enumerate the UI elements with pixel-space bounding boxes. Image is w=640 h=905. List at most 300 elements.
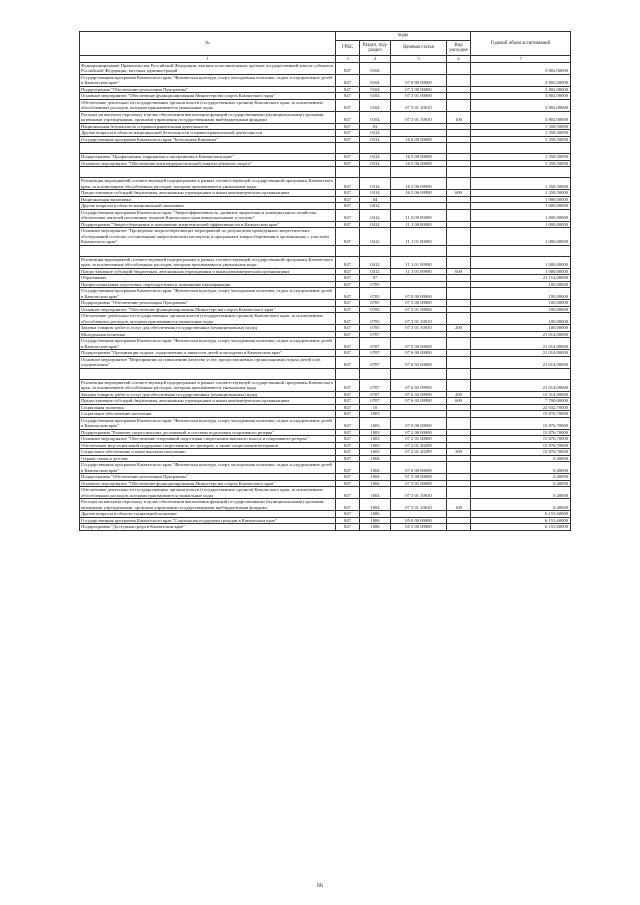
row-grbs-code: 847 bbox=[336, 306, 360, 313]
row-grbs-code: 847 bbox=[336, 474, 360, 481]
row-grbs-code: 847 bbox=[336, 379, 360, 391]
row-annual-sum: 15 876,70000 bbox=[471, 442, 571, 449]
row-section-code: 1004 bbox=[360, 474, 391, 481]
row-annual-sum bbox=[471, 368, 571, 379]
row-name: Социальное обеспечение и иные выплаты населению bbox=[80, 449, 336, 456]
row-annual-sum: 3 802,00000 bbox=[471, 62, 571, 74]
header-annual-sum: Годовой объем ассигнований bbox=[471, 32, 571, 56]
row-name: Обеспечение мер социальной поддержки спортсменов, их тренеров, а также спортсменов-ветеранов bbox=[80, 442, 336, 449]
row-section-code: 0104 bbox=[360, 74, 391, 86]
row-grbs-code: 847 bbox=[336, 288, 360, 300]
table-row bbox=[80, 462, 571, 474]
row-expense-type bbox=[447, 99, 471, 111]
row-target-article: 11 1 00 00000 bbox=[391, 221, 447, 228]
row-annual-sum: 6 155,60000 bbox=[471, 524, 571, 531]
row-name: Подпрограмма "Доступная среда в Камчатском крае" bbox=[80, 524, 336, 531]
table-row bbox=[80, 417, 571, 429]
row-expense-type bbox=[447, 356, 471, 368]
row-section-code: 0707 bbox=[360, 398, 391, 405]
row-grbs-code: 847 bbox=[336, 190, 360, 197]
row-section-code: 0705 bbox=[360, 325, 391, 332]
table-row bbox=[80, 356, 571, 368]
row-section-code: 0707 bbox=[360, 391, 391, 398]
row-name: Другие вопросы в области национальной безопасности и правоохранительной деятельности bbox=[80, 130, 336, 137]
row-target-article: 16 5 06 09990 bbox=[391, 178, 447, 190]
row-annual-sum: 15 876,70000 bbox=[471, 429, 571, 436]
row-expense-type: 100 bbox=[447, 499, 471, 511]
row-annual-sum: 7 700,00000 bbox=[471, 398, 571, 405]
row-target-article bbox=[391, 167, 447, 178]
row-grbs-code: 847 bbox=[336, 499, 360, 511]
row-grbs-code: 847 bbox=[336, 350, 360, 357]
row-name: Государственная программа Камчатского края "Социальная поддержка граждан в Камчатском крае" bbox=[80, 517, 336, 524]
row-section-code: 0707 bbox=[360, 338, 391, 350]
row-name: Основное мероприятие "Обеспечение антитеррористической защиты объектов спорта" bbox=[80, 160, 336, 167]
row-grbs-code: 847 bbox=[336, 313, 360, 325]
row-section-code: 0412 bbox=[360, 228, 391, 246]
row-grbs-code: 847 bbox=[336, 268, 360, 275]
row-annual-sum: 0,40000 bbox=[471, 499, 571, 511]
row-name: Предоставление субсидий бюджетным, автономным учреждениям и иным некоммерческим организациям bbox=[80, 190, 336, 197]
table-row bbox=[80, 143, 571, 154]
row-expense-type bbox=[447, 313, 471, 325]
row-annual-sum: 0,40000 bbox=[471, 480, 571, 487]
table-row bbox=[80, 487, 571, 499]
row-section-code: 10 bbox=[360, 404, 391, 411]
row-name bbox=[80, 245, 336, 256]
row-annual-sum: 15 876,70000 bbox=[471, 436, 571, 443]
row-annual-sum: 3 802,00000 bbox=[471, 99, 571, 111]
row-name: Расходы на выплаты персоналу в целях обеспечения выполнения функций государственными (муниципальными) органами, казенными учреждениями, органами управления государственными внебюджетными фондами bbox=[80, 499, 336, 511]
row-target-article: 07 3 01 10010 bbox=[391, 99, 447, 111]
table-row bbox=[80, 368, 571, 379]
row-name: Национальная экономика bbox=[80, 196, 336, 203]
row-annual-sum: 6 155,60000 bbox=[471, 511, 571, 518]
row-name: Охрана семьи и детства bbox=[80, 455, 336, 462]
row-grbs-code: 847 bbox=[336, 517, 360, 524]
table-row bbox=[80, 245, 571, 256]
row-name: Обеспечение деятельности государственных органов власти (государственных органов) Камчатского края, за исключением обособленных расходов, которым присваиваются уникальные коды bbox=[80, 313, 336, 325]
table-row bbox=[80, 74, 571, 86]
row-grbs-code: 847 bbox=[336, 160, 360, 167]
row-grbs-code bbox=[336, 167, 360, 178]
row-section-code: 0705 bbox=[360, 306, 391, 313]
row-name bbox=[80, 143, 336, 154]
row-name: Подпрограмма "Энергосбережение и повышение энергетической эффективности в Камчатском крае" bbox=[80, 221, 336, 228]
row-name: Предоставление субсидий бюджетным, автономным учреждениям и иным некоммерческим организациям bbox=[80, 268, 336, 275]
row-grbs-code: 847 bbox=[336, 203, 360, 210]
row-name: Подпрограмма "Обеспечение реализации Программы" bbox=[80, 300, 336, 307]
row-annual-sum bbox=[471, 245, 571, 256]
row-grbs-code: 847 bbox=[336, 391, 360, 398]
row-section-code: 1003 bbox=[360, 436, 391, 443]
row-section-code: 0314 bbox=[360, 154, 391, 161]
row-name: Реализация мероприятий соответствующей подпрограммы в рамках соответствующей государственной программы Камчатского края, за исключением обособленных расходов, которым присваиваются уникальные коды bbox=[80, 178, 336, 190]
row-grbs-code bbox=[336, 245, 360, 256]
row-grbs-code bbox=[336, 143, 360, 154]
row-grbs-code: 847 bbox=[336, 74, 360, 86]
row-grbs-code: 847 bbox=[336, 221, 360, 228]
row-grbs-code: 847 bbox=[336, 404, 360, 411]
row-target-article: 07 6 02 09990 bbox=[391, 398, 447, 405]
row-grbs-code: 847 bbox=[336, 130, 360, 137]
row-section-code: 07 bbox=[360, 275, 391, 282]
row-expense-type: 600 bbox=[447, 268, 471, 275]
row-section-code: 0707 bbox=[360, 331, 391, 338]
row-grbs-code: 847 bbox=[336, 111, 360, 123]
row-grbs-code: 847 bbox=[336, 93, 360, 100]
row-annual-sum: 21 014,00000 bbox=[471, 379, 571, 391]
row-expense-type bbox=[447, 524, 471, 531]
row-section-code: 1004 bbox=[360, 462, 391, 474]
row-section-code: 0104 bbox=[360, 111, 391, 123]
row-grbs-code: 847 bbox=[336, 275, 360, 282]
row-expense-type bbox=[447, 379, 471, 391]
row-annual-sum: 6 155,60000 bbox=[471, 517, 571, 524]
row-target-article: 07 0 00 00000 bbox=[391, 288, 447, 300]
row-target-article: 11 1 01 09990 bbox=[391, 256, 447, 268]
row-name: Функционирование Правительства Российской Федерации, высших исполнительных органов государственной власти субъектов Российской Федерации, местных администраций bbox=[80, 62, 336, 74]
row-expense-type bbox=[447, 74, 471, 86]
row-target-article: 07 0 00 00000 bbox=[391, 462, 447, 474]
row-target-article: 07 2 01 20290 bbox=[391, 442, 447, 449]
row-section-code: 1006 bbox=[360, 511, 391, 518]
row-grbs-code: 847 bbox=[336, 524, 360, 531]
row-section-code: 0705 bbox=[360, 300, 391, 307]
table-row bbox=[80, 313, 571, 325]
row-annual-sum: 3 802,00000 bbox=[471, 74, 571, 86]
row-name: Государственная программа Камчатского края "Безопасная Камчатка" bbox=[80, 136, 336, 143]
table-row bbox=[80, 62, 571, 74]
row-annual-sum: 15 876,70000 bbox=[471, 417, 571, 429]
row-grbs-code: 847 bbox=[336, 154, 360, 161]
row-section-code bbox=[360, 167, 391, 178]
row-name: Социальная политика bbox=[80, 404, 336, 411]
row-expense-type: 100 bbox=[447, 111, 471, 123]
row-annual-sum: 3 802,00000 bbox=[471, 93, 571, 100]
row-section-code: 0412 bbox=[360, 268, 391, 275]
row-section-code: 0314 bbox=[360, 190, 391, 197]
row-target-article: 07 0 00 00000 bbox=[391, 417, 447, 429]
row-name: Основное мероприятие "Обеспечение функционирования Министерства спорта Камчатского края" bbox=[80, 306, 336, 313]
column-number: 7 bbox=[471, 56, 571, 63]
row-grbs-code: 847 bbox=[336, 398, 360, 405]
row-section-code: 0412 bbox=[360, 256, 391, 268]
row-annual-sum: 1 358,50000 bbox=[471, 154, 571, 161]
row-annual-sum: 0,40000 bbox=[471, 474, 571, 481]
row-annual-sum: 3 802,00000 bbox=[471, 111, 571, 123]
row-target-article: 07 3 01 10010 bbox=[391, 487, 447, 499]
row-name: Закупка товаров, работ и услуг для обеспечения государственных (муниципальных) нужд bbox=[80, 391, 336, 398]
row-grbs-code: 847 bbox=[336, 136, 360, 143]
row-name: Основное мероприятие "Обеспечение функционирования Министерства спорта Камчатского края" bbox=[80, 480, 336, 487]
row-name: Социальное обеспечение населения bbox=[80, 411, 336, 418]
column-number: 5 bbox=[391, 56, 447, 63]
row-grbs-code: 847 bbox=[336, 300, 360, 307]
row-name bbox=[80, 368, 336, 379]
row-grbs-code: 847 bbox=[336, 411, 360, 418]
row-target-article: 07 2 01 20290 bbox=[391, 449, 447, 456]
row-section-code: 0104 bbox=[360, 99, 391, 111]
row-expense-type: 300 bbox=[447, 449, 471, 456]
table-row bbox=[80, 228, 571, 246]
column-number: 3 bbox=[336, 56, 360, 63]
row-name: Предоставление субсидий бюджетным, автономным учреждениям и иным некоммерческим организациям bbox=[80, 398, 336, 405]
row-grbs-code: 847 bbox=[336, 178, 360, 190]
table-row bbox=[80, 111, 571, 123]
row-annual-sum: 3 802,00000 bbox=[471, 86, 571, 93]
row-target-article: 07 6 02 09990 bbox=[391, 391, 447, 398]
row-expense-type bbox=[447, 143, 471, 154]
row-annual-sum: 1 000,00000 bbox=[471, 268, 571, 275]
row-expense-type bbox=[447, 256, 471, 268]
row-target-article: 07 0 00 00000 bbox=[391, 74, 447, 86]
header-expense-type: Вид расходов bbox=[447, 41, 471, 56]
row-section-code: 0707 bbox=[360, 379, 391, 391]
row-name: Расходы на выплаты персоналу в целях обеспечения выполнения функций государственными (муниципальными) органами, казенными учреждениями, органами управления государственными внебюджетными фондами bbox=[80, 111, 336, 123]
row-annual-sum: 21 014,00000 bbox=[471, 331, 571, 338]
row-target-article: 07 6 02 09990 bbox=[391, 379, 447, 391]
row-name: Основное мероприятие "Обеспечение функционирования Министерства спорта Камчатского края" bbox=[80, 93, 336, 100]
row-grbs-code: 847 bbox=[336, 338, 360, 350]
row-section-code: 04 bbox=[360, 196, 391, 203]
header-grbs: ГРБС bbox=[336, 41, 360, 56]
row-expense-type bbox=[447, 245, 471, 256]
row-target-article: 11 1 01 09990 bbox=[391, 268, 447, 275]
row-section-code: 0314 bbox=[360, 136, 391, 143]
row-annual-sum: 22 032,70000 bbox=[471, 404, 571, 411]
header-target-article: Целевая статья bbox=[391, 41, 447, 56]
row-name: Другие вопросы в области национальной экономики bbox=[80, 203, 336, 210]
row-annual-sum: 1 000,00000 bbox=[471, 203, 571, 210]
row-expense-type bbox=[447, 228, 471, 246]
row-name: Подпрограмма "Развитие спорта высших достижений и системы подготовки спортивного резерва" bbox=[80, 429, 336, 436]
row-expense-type bbox=[447, 167, 471, 178]
row-target-article: 07 6 00 00000 bbox=[391, 350, 447, 357]
row-name: Подпрограмма "Обеспечение реализации Программы" bbox=[80, 86, 336, 93]
row-grbs-code: 847 bbox=[336, 325, 360, 332]
row-annual-sum: 1 358,50000 bbox=[471, 178, 571, 190]
row-expense-type bbox=[447, 338, 471, 350]
row-target-article: 07 3 00 00000 bbox=[391, 300, 447, 307]
row-grbs-code: 847 bbox=[336, 436, 360, 443]
row-name: Государственная программа Камчатского края "Физическая культура, спорт, молодежная политика, отдых и оздоровление детей в Камчатском крае" bbox=[80, 74, 336, 86]
row-name: Национальная безопасность и правоохранительная деятельность bbox=[80, 123, 336, 130]
row-annual-sum: 1 000,00000 bbox=[471, 256, 571, 268]
row-section-code: 1004 bbox=[360, 480, 391, 487]
row-grbs-code: 847 bbox=[336, 256, 360, 268]
row-name: Государственная программа Камчатского края "Физическая культура, спорт, молодежная политика, отдых и оздоровление детей в Камчатском крае" bbox=[80, 462, 336, 474]
row-section-code: 0314 bbox=[360, 130, 391, 137]
row-target-article: 11 0 00 00000 bbox=[391, 209, 447, 221]
row-grbs-code: 847 bbox=[336, 228, 360, 246]
row-grbs-code bbox=[336, 368, 360, 379]
row-name: Реализация мероприятий соответствующей подпрограммы в рамках соответствующей государственной программы Камчатского края, за исключением обособленных расходов, которым присваиваются уникальные коды bbox=[80, 256, 336, 268]
row-section-code: 0314 bbox=[360, 178, 391, 190]
row-target-article: 16 0 00 00000 bbox=[391, 136, 447, 143]
row-section-code: 1003 bbox=[360, 411, 391, 418]
row-grbs-code: 847 bbox=[336, 86, 360, 93]
row-grbs-code: 847 bbox=[336, 281, 360, 288]
table-row bbox=[80, 256, 571, 268]
row-expense-type bbox=[447, 368, 471, 379]
row-name: Реализация мероприятий соответствующей подпрограммы в рамках соответствующей государственной программы Камчатского края, за исключением обособленных расходов, которым присваиваются уникальные коды bbox=[80, 379, 336, 391]
row-target-article: 07 6 02 00000 bbox=[391, 356, 447, 368]
row-expense-type bbox=[447, 178, 471, 190]
row-annual-sum: 100,00000 bbox=[471, 306, 571, 313]
row-grbs-code: 847 bbox=[336, 196, 360, 203]
budget-table bbox=[79, 31, 571, 531]
row-section-code: 0104 bbox=[360, 86, 391, 93]
row-grbs-code: 847 bbox=[336, 487, 360, 499]
row-annual-sum: 1 000,00000 bbox=[471, 196, 571, 203]
header-codes: коды bbox=[336, 32, 471, 41]
row-section-code: 0705 bbox=[360, 288, 391, 300]
row-name: Профессиональная подготовка, переподготовка и повышение квалификации bbox=[80, 281, 336, 288]
row-name: Закупка товаров, работ и услуг для обеспечения государственных (муниципальных) нужд bbox=[80, 325, 336, 332]
row-annual-sum: 21 014,00000 bbox=[471, 356, 571, 368]
row-annual-sum: 100,00000 bbox=[471, 288, 571, 300]
row-target-article: 05 3 00 00000 bbox=[391, 524, 447, 531]
row-target-article: 07 3 01 10010 bbox=[391, 313, 447, 325]
row-section-code: 1003 bbox=[360, 449, 391, 456]
row-annual-sum: 1 358,50000 bbox=[471, 123, 571, 130]
row-section-code bbox=[360, 368, 391, 379]
column-number: 1 bbox=[80, 56, 336, 63]
row-section-code: 0707 bbox=[360, 350, 391, 357]
row-annual-sum: 0,40000 bbox=[471, 455, 571, 462]
row-target-article: 16 5 06 00000 bbox=[391, 160, 447, 167]
row-section-code: 1003 bbox=[360, 417, 391, 429]
row-grbs-code: 847 bbox=[336, 123, 360, 130]
row-grbs-code: 847 bbox=[336, 455, 360, 462]
table-row bbox=[80, 338, 571, 350]
row-name: Государственная программа Камчатского края "Энергоэффективность, развитие энергетики и коммунального хозяйства, обеспечение жителей населенных пунктов Камчатского края коммунальными услугами" bbox=[80, 209, 336, 221]
row-grbs-code: 847 bbox=[336, 449, 360, 456]
row-section-code: 1006 bbox=[360, 517, 391, 524]
row-target-article bbox=[391, 62, 447, 74]
row-annual-sum: 100,00000 bbox=[471, 325, 571, 332]
row-section-code: 0314 bbox=[360, 160, 391, 167]
row-section-code: 0705 bbox=[360, 281, 391, 288]
row-target-article: 16 5 06 09990 bbox=[391, 190, 447, 197]
row-annual-sum: 100,00000 bbox=[471, 313, 571, 325]
row-name bbox=[80, 167, 336, 178]
row-target-article: 07 3 01 00000 bbox=[391, 306, 447, 313]
row-section-code: 0412 bbox=[360, 221, 391, 228]
row-annual-sum: 1 000,00000 bbox=[471, 221, 571, 228]
table-row bbox=[80, 524, 571, 531]
row-grbs-code: 847 bbox=[336, 62, 360, 74]
row-annual-sum: 1 358,50000 bbox=[471, 160, 571, 167]
row-expense-type bbox=[447, 62, 471, 74]
row-target-article bbox=[391, 245, 447, 256]
row-name: Подпрограмма "Обеспечение реализации Программы" bbox=[80, 474, 336, 481]
row-name: Подпрограмма "Профилактика терроризма и экстремизма в Камчатском крае" bbox=[80, 154, 336, 161]
table-row bbox=[80, 288, 571, 300]
row-section-code: 1006 bbox=[360, 524, 391, 531]
row-section-code: 0705 bbox=[360, 313, 391, 325]
row-expense-type bbox=[447, 288, 471, 300]
table-row bbox=[80, 178, 571, 190]
table-row bbox=[80, 499, 571, 511]
row-expense-type bbox=[447, 209, 471, 221]
row-section-code: 0412 bbox=[360, 203, 391, 210]
row-name: Государственная программа Камчатского края "Физическая культура, спорт, молодежная политика, отдых и оздоровление детей в Камчатском крае" bbox=[80, 288, 336, 300]
row-annual-sum: 15 876,70000 bbox=[471, 411, 571, 418]
row-grbs-code: 847 bbox=[336, 331, 360, 338]
column-number: 4 bbox=[360, 56, 391, 63]
row-section-code: 1003 bbox=[360, 442, 391, 449]
row-target-article: 07 3 00 00000 bbox=[391, 86, 447, 93]
row-annual-sum: 13 314,00000 bbox=[471, 391, 571, 398]
row-name: Основное мероприятие "Мероприятия по повышению качества услуг, предоставляемых организациями отдыха детей и их оздоровления" bbox=[80, 356, 336, 368]
row-name: Государственная программа Камчатского края "Физическая культура, спорт, молодежная политика, отдых и оздоровление детей в Камчатском крае" bbox=[80, 338, 336, 350]
row-section-code: 0104 bbox=[360, 62, 391, 74]
header-section: Раздел, под-раздел bbox=[360, 41, 391, 56]
row-name: Молодежная политика bbox=[80, 331, 336, 338]
row-name: Образование bbox=[80, 275, 336, 282]
row-name: Другие вопросы в области социальной политики bbox=[80, 511, 336, 518]
row-name: Обеспечение деятельности государственных органов власти (государственных органов) Камчатского края, за исключением обособленных расходов, которым присваиваются уникальные коды bbox=[80, 99, 336, 111]
row-grbs-code: 847 bbox=[336, 429, 360, 436]
row-name: Основное мероприятие "Обеспечение спортивной подготовки спортсменов высокого класса и спортивного резерва" bbox=[80, 436, 336, 443]
row-annual-sum: 0,40000 bbox=[471, 462, 571, 474]
row-annual-sum: 0,40000 bbox=[471, 487, 571, 499]
table-row bbox=[80, 209, 571, 221]
row-annual-sum: 21 014,00000 bbox=[471, 350, 571, 357]
row-annual-sum: 100,00000 bbox=[471, 300, 571, 307]
row-annual-sum: 1 000,00000 bbox=[471, 228, 571, 246]
budget-table-sheet bbox=[79, 31, 570, 531]
row-grbs-code: 847 bbox=[336, 480, 360, 487]
row-target-article: 07 2 00 00000 bbox=[391, 429, 447, 436]
row-section-code: 0412 bbox=[360, 209, 391, 221]
row-annual-sum bbox=[471, 143, 571, 154]
row-target-article: 07 0 00 00000 bbox=[391, 338, 447, 350]
row-annual-sum: 21 114,00000 bbox=[471, 275, 571, 282]
row-target-article: 05 0 00 00000 bbox=[391, 517, 447, 524]
row-target-article: 07 3 01 10010 bbox=[391, 499, 447, 511]
row-section-code: 03 bbox=[360, 123, 391, 130]
row-name: Государственная программа Камчатского края "Физическая культура, спорт, молодежная политика, отдых и оздоровление детей в Камчатском крае" bbox=[80, 417, 336, 429]
row-annual-sum: 1 358,50000 bbox=[471, 190, 571, 197]
row-section-code: 1004 bbox=[360, 487, 391, 499]
row-section-code: 1004 bbox=[360, 455, 391, 462]
row-target-article: 16 5 00 00000 bbox=[391, 154, 447, 161]
row-target-article: 07 2 01 00000 bbox=[391, 436, 447, 443]
row-section-code: 0707 bbox=[360, 356, 391, 368]
row-target-article: 07 3 00 00000 bbox=[391, 474, 447, 481]
row-grbs-code: 847 bbox=[336, 99, 360, 111]
row-name: Обеспечение деятельности государственных органов власти (государственных органов) Камчатского края, за исключением обособленных расходов, которым присваиваются уникальные коды bbox=[80, 487, 336, 499]
row-section-code: 0104 bbox=[360, 93, 391, 100]
row-target-article: 07 3 01 10010 bbox=[391, 111, 447, 123]
row-target-article bbox=[391, 368, 447, 379]
row-name: Подпрограмма "Организация отдыха, оздоровления и занятости детей и молодежи в Камчатском крае" bbox=[80, 350, 336, 357]
row-grbs-code: 847 bbox=[336, 417, 360, 429]
row-grbs-code: 847 bbox=[336, 209, 360, 221]
row-annual-sum: 1 358,50000 bbox=[471, 136, 571, 143]
row-grbs-code: 847 bbox=[336, 356, 360, 368]
row-target-article: 07 3 01 10010 bbox=[391, 325, 447, 332]
table-row bbox=[80, 99, 571, 111]
row-name: Основное мероприятие "Проведение энергосберегающих мероприятий по результатам проведенных энергетических обследований согласно составленным энергетическим паспортам и программам энергосбережения в организациях с участием Камчатского края" bbox=[80, 228, 336, 246]
row-section-code bbox=[360, 245, 391, 256]
row-annual-sum: 21 014,00000 bbox=[471, 338, 571, 350]
budget-table-body bbox=[80, 62, 571, 530]
table-row bbox=[80, 379, 571, 391]
